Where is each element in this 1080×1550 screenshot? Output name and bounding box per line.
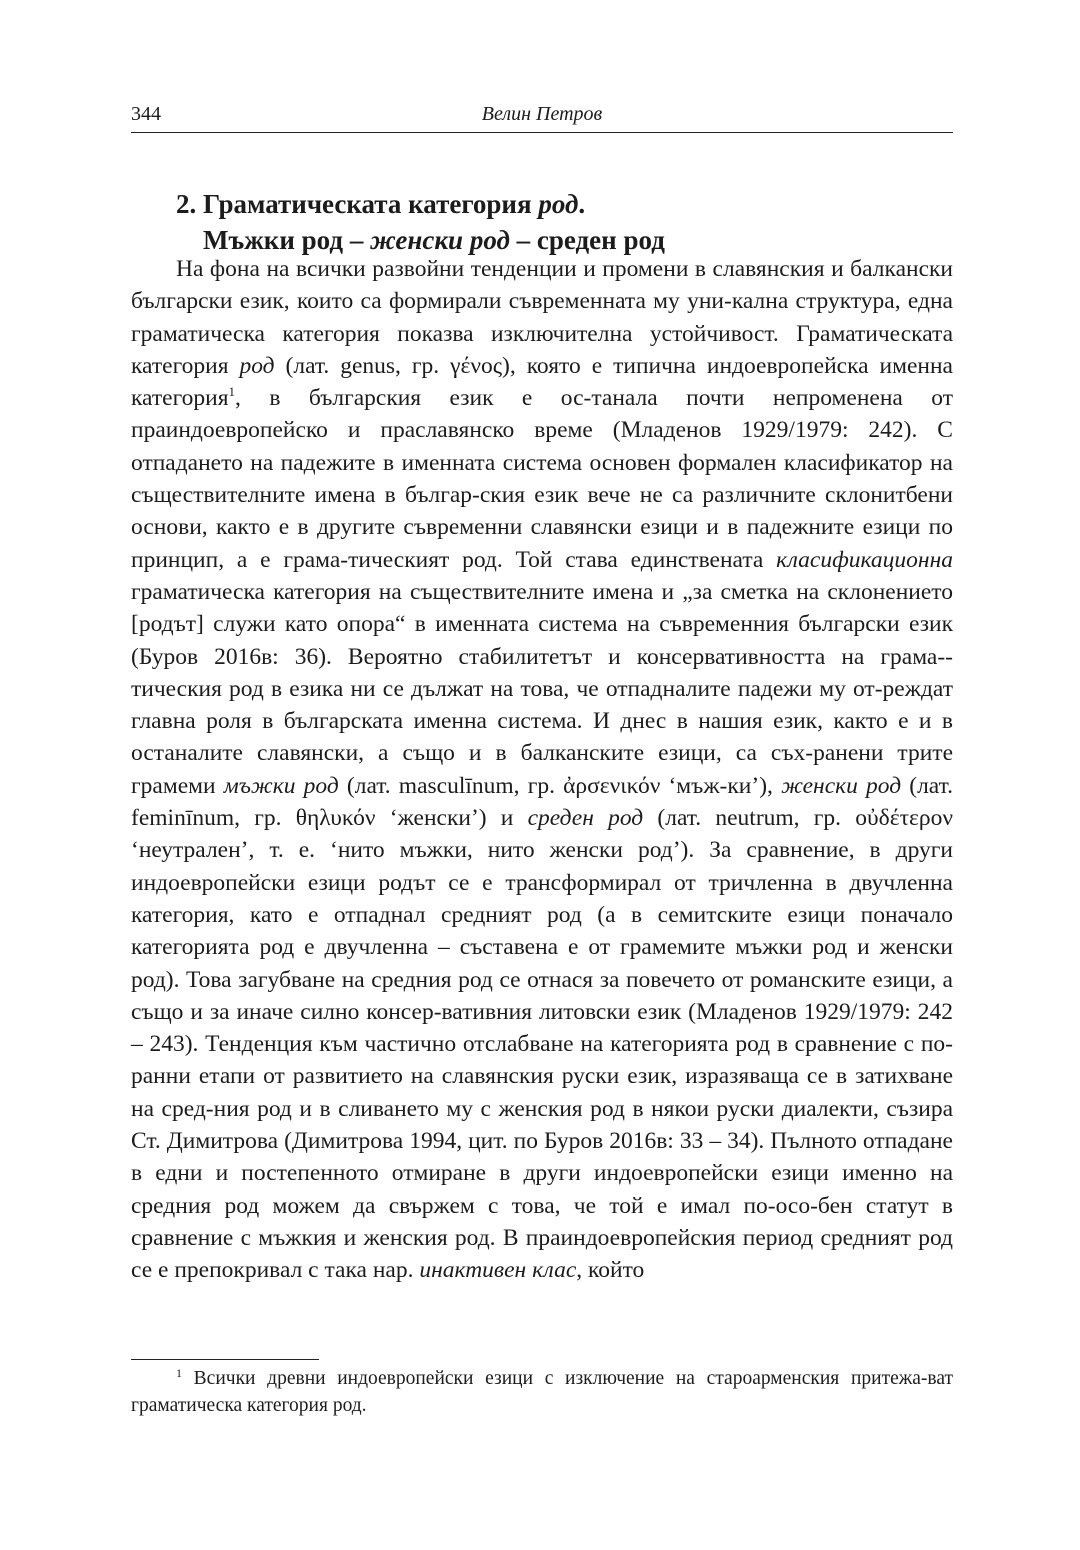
running-title: Велин Петров [481,103,603,125]
heading-text: 2. Граматическата категория [176,189,539,220]
italic-term: род [239,352,275,379]
heading-term: род [538,189,579,220]
italic-term: класификационна [776,546,953,573]
body-paragraph [131,253,953,1287]
footnote-reference[interactable]: 1 [228,384,236,400]
heading-text: – среден род [509,225,665,256]
body-text [131,253,953,1287]
footnote-paragraph [131,1365,953,1419]
footnote [131,1365,953,1419]
heading-text: . [578,189,586,220]
text-run: (лат. genus, гр. γένος), която е типична индоевропейска именна категория [131,352,953,412]
heading-line-1 [176,189,585,219]
italic-term: женски род [781,772,902,799]
text-run: (лат. feminīnum, гр. θηλυκόν ‘женски’) и [131,772,954,832]
text-run: На фона на всички развойни тенденции и промени в славянския и балкански български език, които са формирали съвременната му уни-кална структура, една граматическа категория показва изключителна устойчивост. Граматическата категория [131,256,953,379]
footnote-separator [131,1359,319,1360]
section-heading [176,186,936,258]
page-number: 344 [131,103,161,125]
footnote-marker: 1 [176,1366,182,1380]
italic-term: среден род [527,805,644,832]
text-run: (лат. masculīnum, гр. ἀρσενικόν ‘мъж-ки’), [338,772,782,799]
italic-term: инактивен клас [419,1257,577,1284]
running-header [131,100,953,133]
footnote-text: Всички древни индоевропейски езици с изключение на староарменския притежа-ват граматическа категория род. [131,1368,953,1416]
italic-term: мъжки род [223,772,339,799]
text-run: (лат. neutrum, гр. οὐδέτερον ‘неутрален’, т. е. ‘нито мъжки, нито женски род’). За сравнение, в други индоевропейски езици родът се е трансформирал от тричленна в двучленна категория, като е отпаднал средният род (а в семитските езици поначало категорията род е двучленна – съставена е от грамемите мъжки род и женски род). Това загубване на средния род се отнася за повечето от романските езици, а също и за иначе силно консер-вативния литовски език (Младенов 1929/1979: 242 – 243). Тенденция към частично отслабване на категорията род в сравнение с по-ранни етапи от развитието на славянския руски език, изразяваща се в затихване на сред-ния род и в сливането му с женския род в някои руски диалекти, съзира Ст. Димитрова (Димитрова 1994, цит. по Буров 2016в: 33 – 34). Пълното отпадане в едни и постепенното отмиране в други индоевропейски езици именно на средния род можем да свържем с това, че той е имал по-осо-бен статут в сравнение с мъжкия и женския род. В праиндоевропейския период средният род се е препокривал с така нар. [131,805,953,1284]
text-run: , който [576,1257,645,1284]
text-run: , в българския език е ос-танала почти непроменена от праиндоевропейско и праславянско време (Младенов 1929/1979: 242). С отпадането на падежите в именната система основен формален класификатор на съществителните имена в българ-ския език вече не са различните склонитбени основи, както е в другите съвременни славянски езици и в падежните езици по принцип, а е грама-тическият род. Той става единствената [131,385,953,573]
heading-text: Мъжки род – [203,225,371,256]
heading-term: женски род [370,225,510,256]
text-run: граматическа категория на съществителните имена и „за сметка на склонението [родът] служи като опора“ в именната система на съвременния български език (Буров 2016в: 36). Вероятно стабилитетът и консервативността на грама-тическия род в езика ни се дължат на това, че отпадналите падежи му от-реждат главна роля в българската именна система. И днес в нашия език, както е и в останалите славянски, а също и в балканските езици, са съх-ранени трите грамеми [131,578,953,799]
